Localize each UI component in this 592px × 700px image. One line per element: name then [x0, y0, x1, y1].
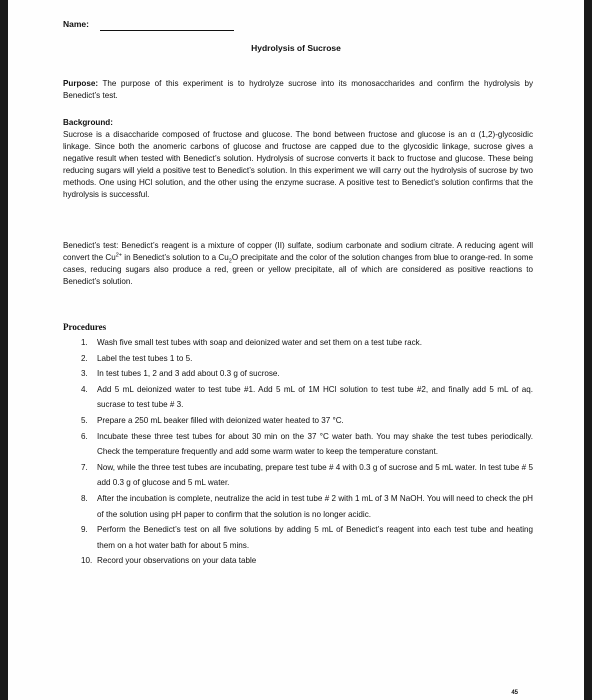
step-text: After the incubation is complete, neutralize the acid in test tube # 2 with 1 mL of 3 M NaOH. You will need to check the pH of the solution using pH paper to confirm that the solution is no longer acidic. [97, 493, 533, 519]
benedicts-test-paragraph [63, 240, 533, 288]
step-number: 8. [81, 493, 88, 503]
benedicts-text-part1: Benedict’s test: Benedict’s reagent is a mixture of copper (II) sulfate, sodium carbonate and sodium citrate. A reducing agent will convert the Cu [63, 241, 533, 262]
procedure-step [81, 491, 533, 522]
step-text: Wash five small test tubes with soap and deionized water and set them on a test tube rack. [97, 338, 422, 347]
step-text: Now, while the three test tubes are incubating, prepare test tube # 4 with 0.3 g of sucrose and 5 mL water. In test tube # 5 add 0.3 g of glucose and 5 mL water. [97, 462, 533, 488]
step-number: 4. [81, 384, 88, 394]
step-number: 5. [81, 415, 88, 425]
copper-charge-superscript: 2+ [115, 252, 123, 259]
procedure-step [81, 335, 533, 351]
procedure-step [81, 413, 533, 429]
step-number: 1. [81, 338, 88, 347]
purpose-text: The purpose of this experiment is to hydrolyze sucrose into its monosaccharides and confirm the hydrolysis by Benedict’s test. [63, 79, 533, 100]
benedicts-text-part3: O precipitate and the color of the solution changes from blue to orange-red. In some cases, reducing sugars also produce a red, green or yellow precipitate, all of which are considered as positive reactions to Benedict’s solution. [63, 252, 534, 286]
step-text: Label the test tubes 1 to 5. [97, 353, 193, 363]
procedures-heading: Procedures [63, 322, 107, 332]
page-number: 45 [511, 690, 518, 696]
procedure-step [81, 351, 533, 367]
background-heading: Background: [63, 118, 113, 127]
step-text: In test tubes 1, 2 and 3 add about 0.3 g of sucrose. [97, 369, 280, 379]
name-blank-line [100, 30, 234, 31]
step-text: Record your observations on your data table [97, 556, 257, 566]
copper-oxide-subscript: 2 [228, 258, 232, 265]
purpose-label: Purpose: [63, 79, 99, 88]
purpose-section [63, 78, 533, 102]
document-title: Hydrolysis of Sucrose [251, 43, 341, 53]
procedure-step [81, 460, 533, 491]
step-text: Add 5 mL deionized water to test tube #1. Add 5 mL of 1M HCl solution to test tube #2, and finally add 5 mL of aq. sucrase to test tube # 3. [97, 384, 533, 410]
step-number: 10. [81, 556, 93, 566]
step-text: Incubate these three test tubes for about 30 min on the 37 °C water bath. You may shake the test tubes periodically. Check the temperature frequently and add some warm water to keep the temperature constant. [97, 431, 533, 457]
procedure-step [81, 429, 533, 460]
procedure-steps-list [81, 335, 533, 569]
procedure-step [81, 522, 533, 553]
step-number: 7. [81, 462, 88, 472]
benedicts-text-part2: in Benedict’s solution to a Cu [122, 252, 229, 262]
step-number: 9. [81, 525, 88, 535]
name-label: Name: [63, 19, 89, 29]
step-text: Prepare a 250 mL beaker filled with deionized water heated to 37 °C. [97, 415, 344, 425]
background-text: Sucrose is a disaccharide composed of fructose and glucose. The bond between fructose and glucose is an α (1,2)-glycosidic linkage. Since both the anomeric carbons of glucose and fructose are capped due to the glycosidic linkage, sucrose gives a negative result when tested with Benedict’s solution. Hydrolysis of sucrose converts it back to fructose and glucose. These being reducing sugars will yield a positive test to Benedict’s solution. In this experiment we will carry out the hydrolysis of sucrose by two methods. One using HCl solution, and the other using the enzyme sucrase. A positive test to Benedict’s solution confirms that the hydrolysis is successful. [63, 130, 533, 199]
step-text: Perform the Benedict’s test on all five solutions by adding 5 mL of Benedict’s reagent into each test tube and heating them on a hot water bath for about 5 mins. [97, 525, 533, 550]
step-number: 3. [81, 369, 88, 379]
document-page [8, 0, 584, 700]
procedure-step [81, 553, 533, 569]
procedure-step [81, 382, 533, 413]
step-number: 6. [81, 431, 88, 441]
procedure-step [81, 366, 533, 382]
step-number: 2. [81, 353, 88, 363]
